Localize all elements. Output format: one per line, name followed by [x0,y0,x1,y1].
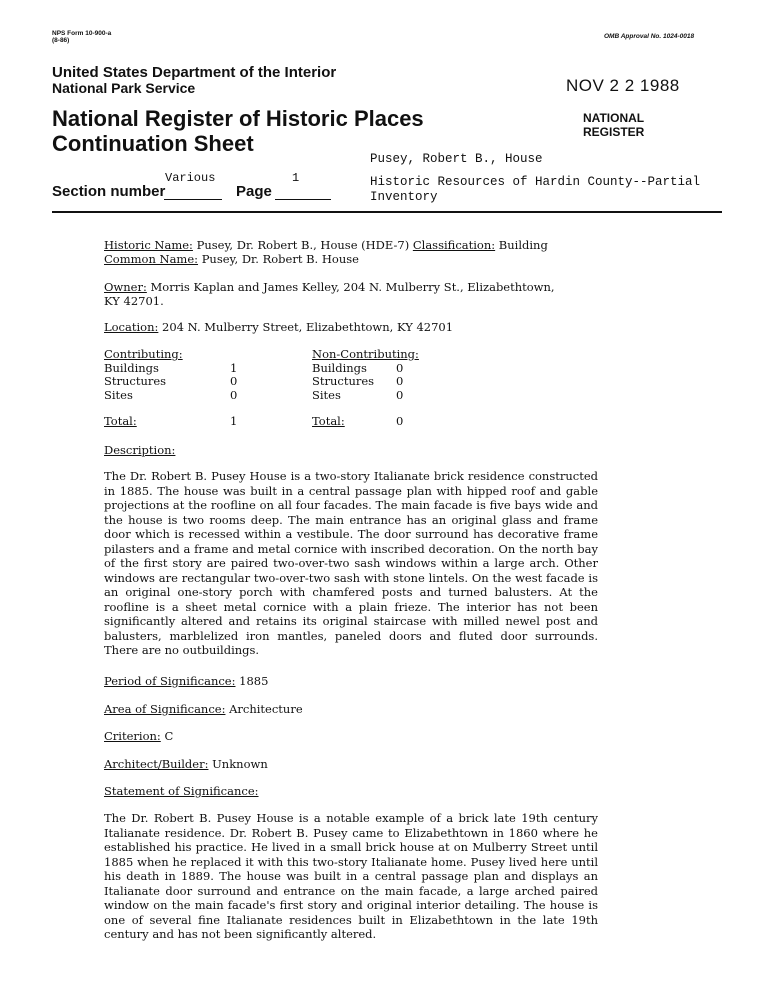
location-label: Location: [104,320,159,334]
section-number-label: Section number [52,183,166,200]
table-row: Structures 0 [312,374,404,388]
area-value: Architecture [229,702,303,716]
stamp-line-2: REGISTER [583,125,645,139]
criterion-label: Criterion: [104,729,161,743]
contributing-label: Contributing: [104,347,183,361]
owner-label: Owner: [104,280,147,294]
common-name-value: Pusey, Dr. Robert B. House [201,252,359,266]
historic-name-value: Pusey, Dr. Robert B., House (HDE-7) [196,238,410,252]
total-row: Total: 1 [104,414,238,428]
table-row: Structures 0 [104,374,238,388]
section-number-value: Various [165,171,216,185]
national-register-stamp [583,111,644,139]
architect-value: Unknown [212,757,268,771]
classification-label: Classification: [412,238,496,252]
total-row: Total: 0 [312,414,404,428]
table-row: Sites 0 [104,387,238,402]
form-id [52,30,111,44]
noncontributing-block [312,348,419,429]
classification-value: Building [498,238,548,252]
table-row: Buildings 0 [312,360,404,375]
description-heading: Description: [104,443,176,457]
criterion-row [104,729,173,743]
noncontributing-table [312,348,419,429]
section-number-line [164,199,222,200]
criterion-value: C [164,729,174,743]
owner-row [104,280,604,308]
header-divider [52,211,722,213]
period-value: 1885 [239,674,269,688]
page-number-label: Page [236,183,272,200]
historic-name-row [104,238,548,252]
architect-label: Architect/Builder: [104,757,209,771]
service-name: National Park Service [52,80,196,96]
statement-heading: Statement of Significance: [104,784,259,798]
statement-text: The Dr. Robert B. Pusey House is a notable example of a brick late 19th century Italianate residence. Dr. Robert B. Pusey came to Elizabethtown in 1860 where he established his practice. He lived in a small brick house at on Mulberry Street until 1885 when he replaced it with this two-story Italianate home. Pusey lived here until his death in 1889. The house was built in a central passage plan and displays an Italianate door surround and entrance on the main facade, a large arched paired window on the main facade's first story and original interior detailing. The house is one of several fine Italianate residences built in Elizabethtown in the late 19th century and has not been significantly altered. [104,811,598,941]
area-row [104,702,303,716]
noncontributing-label: Non-Contributing: [312,347,419,361]
contributing-table [104,348,237,429]
page-number-line [275,199,331,200]
stamp-line-1: NATIONAL [583,111,645,125]
property-name: Pusey, Robert B., House [370,152,543,166]
mps-title: Historic Resources of Hardin County--Partial Inventory [370,175,701,204]
common-name-row [104,252,359,266]
contributing-block [104,348,237,429]
department-name: United States Department of the Interior [52,64,337,81]
table-row: Sites 0 [312,387,404,402]
form-number: NPS Form 10-900-a [52,30,112,37]
owner-value-cont: KY 42701. [104,294,164,308]
form-date: (8-86) [52,37,70,44]
page-number-value: 1 [292,171,300,185]
received-date-stamp: NOV 2 2 1988 [566,76,680,95]
page-subtitle: Continuation Sheet [52,131,254,156]
historic-name-label: Historic Name: [104,238,193,252]
description-text: The Dr. Robert B. Pusey House is a two-story Italianate brick residence constructed in 1885. The house was built in a central passage plan with hipped roof and gable projections at the roofline on all four facades. The main facade is five bays wide and the house is two rooms deep. The main entrance has an original glass and frame door which is recessed within a vestibule. The door surround has decorative frame pilasters and a frame and metal cornice with inscribed decoration. On the north bay of the first story are paired two-over-two sash windows within a large arch. Other windows are rectangular two-over-two sash with stone lintels. On the west facade is an original one-story porch with chamfered posts and turned balusters. At the roofline is a sheet metal cornice with a plain frieze. The interior has not been significantly altered and retains its original staircase with milled newel post and balusters, marblelized iron mantles, paneled doors and fluted door surrounds. There are no outbuildings. [104,469,598,657]
location-value: 204 N. Mulberry Street, Elizabethtown, KY 42701 [162,320,454,334]
owner-value: Morris Kaplan and James Kelley, 204 N. Mulberry St., Elizabethtown, [150,280,555,294]
architect-row [104,757,268,771]
table-row: Buildings 1 [104,360,238,375]
area-label: Area of Significance: [104,702,226,716]
page-title: National Register of Historic Places [52,106,424,131]
period-row [104,674,268,688]
period-label: Period of Significance: [104,674,236,688]
omb-approval: OMB Approval No. 1024-0018 [604,33,695,40]
common-name-label: Common Name: [104,252,199,266]
location-row [104,320,453,334]
